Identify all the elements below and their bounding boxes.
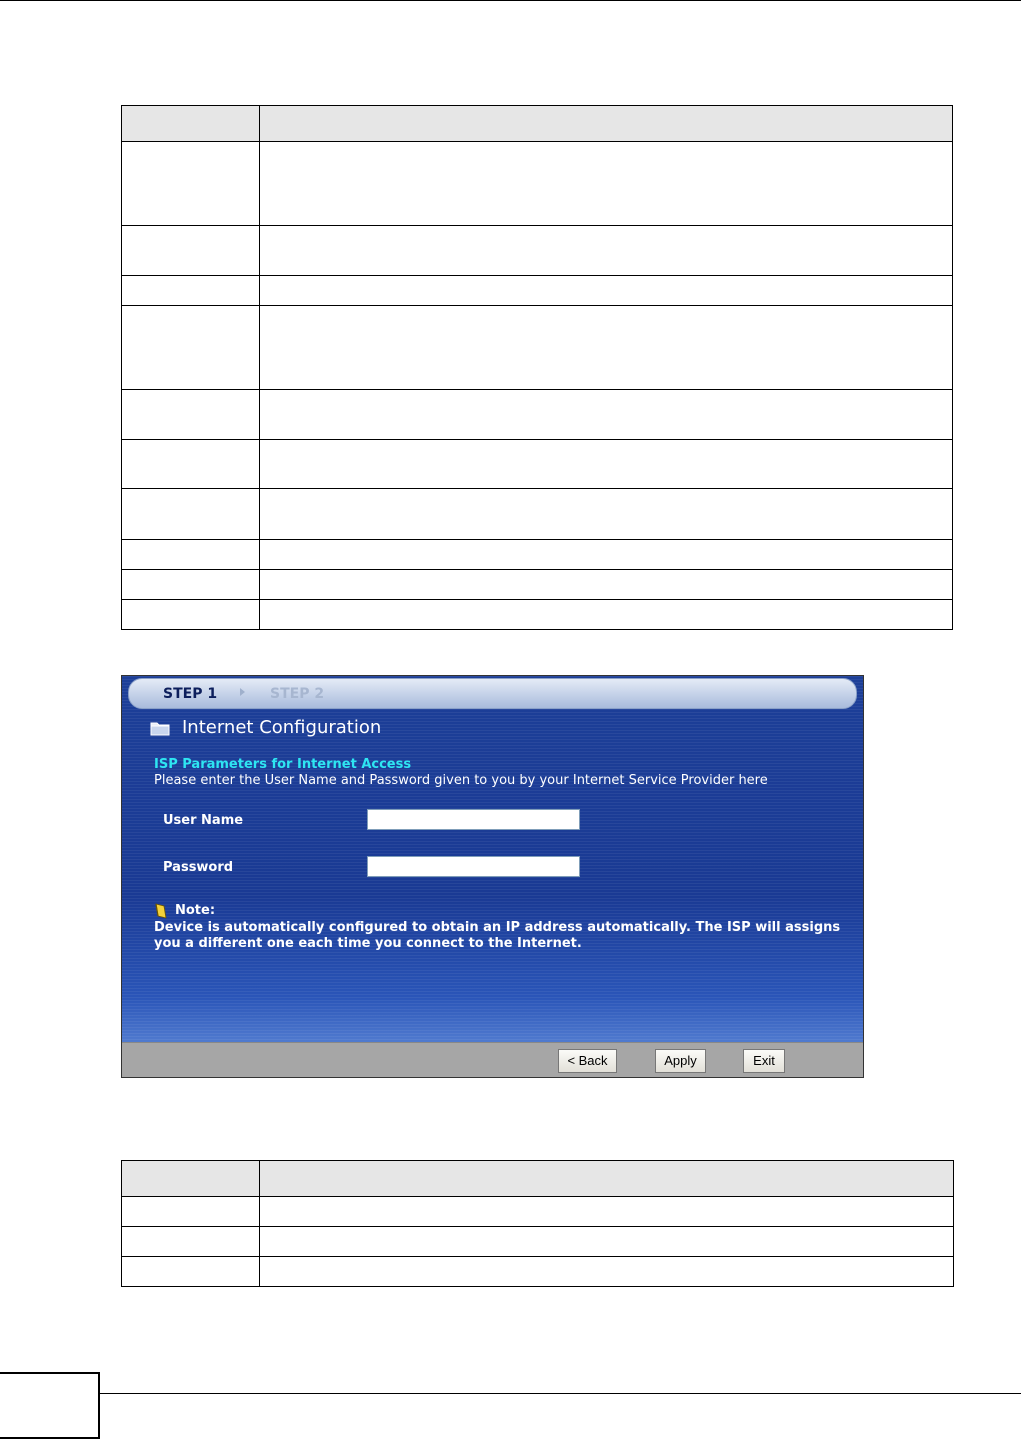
apply-button[interactable]: Apply: [655, 1049, 706, 1073]
table-cell: [260, 1227, 954, 1257]
table-row: [122, 1197, 954, 1227]
table-cell: [260, 440, 953, 489]
table-header-description: [260, 106, 953, 142]
note-icon: [154, 903, 168, 919]
table-row: [122, 489, 953, 540]
table-cell: [260, 570, 953, 600]
table-cell: [260, 142, 953, 226]
table-row: [122, 142, 953, 226]
page-number-box: [0, 1372, 100, 1439]
note-text: Device is automatically configured to obtain an IP address automatically. The ISP will assigns you a different one each time you connect to the Internet.: [154, 920, 841, 951]
table-cell: [122, 600, 260, 630]
table-row: [122, 540, 953, 570]
exit-button[interactable]: Exit: [743, 1049, 785, 1073]
table-cell: [122, 1257, 260, 1287]
table-row: [122, 226, 953, 276]
table-cell: [122, 540, 260, 570]
step-2-label: STEP 2: [270, 686, 325, 702]
username-input[interactable]: [367, 809, 580, 830]
table-cell: [260, 390, 953, 440]
table-row: [122, 570, 953, 600]
table-cell: [122, 489, 260, 540]
table-row: [122, 390, 953, 440]
header-rule: [0, 0, 1021, 1]
username-label: User Name: [163, 813, 244, 828]
field-description-table: [121, 105, 953, 630]
table-cell: [122, 306, 260, 390]
table-header-row: [122, 1161, 954, 1197]
table-header-description: [260, 1161, 954, 1197]
table-cell: [122, 226, 260, 276]
table-cell: [260, 1257, 954, 1287]
table-cell: [122, 1197, 260, 1227]
table-row: [122, 306, 953, 390]
password-label: Password: [163, 860, 234, 875]
table-row: [122, 600, 953, 630]
footer-rule: [100, 1393, 1021, 1394]
table-cell: [260, 1197, 954, 1227]
wizard-steps-bar: [128, 678, 857, 709]
table-header-label: [122, 106, 260, 142]
password-input[interactable]: [367, 856, 580, 877]
table-header-row: [122, 106, 953, 142]
table-cell: [260, 540, 953, 570]
back-button[interactable]: < Back: [558, 1049, 617, 1073]
table-row: [122, 1227, 954, 1257]
table-cell: [122, 440, 260, 489]
table-cell: [260, 276, 953, 306]
instructions-text: Please enter the User Name and Password given to you by your Internet Service Provider here: [154, 773, 768, 788]
table-row: [122, 1257, 954, 1287]
table-row: [122, 440, 953, 489]
page-title: Internet Configuration: [182, 717, 382, 738]
table-cell: [260, 306, 953, 390]
internet-configuration-screenshot: [121, 675, 864, 1078]
table-cell: [260, 226, 953, 276]
folder-icon: [150, 720, 170, 736]
section-title: ISP Parameters for Internet Access: [154, 757, 412, 772]
table-row: [122, 276, 953, 306]
table-cell: [122, 1227, 260, 1257]
table-cell: [260, 489, 953, 540]
table-header-label: [122, 1161, 260, 1197]
table-cell: [122, 142, 260, 226]
chevron-right-icon: [240, 688, 245, 696]
table-cell: [122, 390, 260, 440]
table-cell: [122, 276, 260, 306]
button-bar: [122, 1042, 863, 1078]
step-1-label: STEP 1: [163, 686, 218, 702]
summary-table: [121, 1160, 954, 1287]
table-cell: [260, 600, 953, 630]
note-label: Note:: [175, 903, 216, 918]
table-cell: [122, 570, 260, 600]
